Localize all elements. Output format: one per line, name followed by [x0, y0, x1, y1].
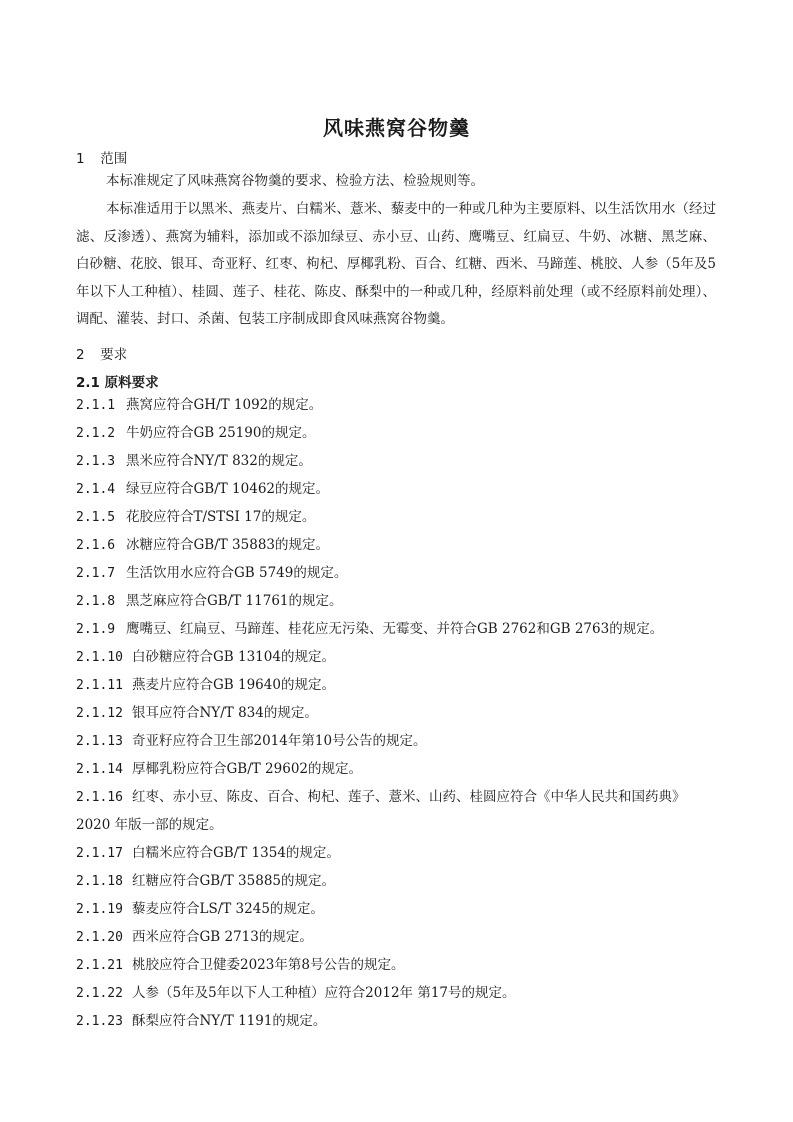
scope-paragraph-2: 本标准适用于以黑米、燕麦片、白糯米、薏米、藜麦中的一种或几种为主要原料、以生活饮用水（经过滤、反渗透）、燕窝为辅料，添加或不添加绿豆、赤小豆、山药、鹰嘴豆、红扁豆、牛奶、冰糖、黑芝麻、白砂糖、花胶、银耳、奇亚籽、红枣、枸杞、厚椰乳粉、百合、红糖、西米、马蹄莲、桃胶、人参（5年及5年以下人工种植）、桂圆、莲子、桂花、陈皮、酥梨中的一种或几种，经原料前处理（或不经原料前处理）、调配、灌装、封口、杀菌、包装工序制成即食风味燕窝谷物羹。 — [76, 201, 716, 328]
requirement-item-number: 2.1.12 — [76, 706, 123, 721]
section-1-heading — [76, 147, 127, 167]
document-title: 风味燕窝谷物羹 — [323, 116, 470, 140]
requirement-item — [76, 476, 716, 504]
requirement-item-number: 2.1.17 — [76, 846, 123, 861]
requirement-item — [76, 1008, 716, 1036]
requirement-item-text: 黑米应符合NY/T 832的规定。 — [126, 453, 312, 469]
requirement-item — [76, 728, 716, 756]
requirement-item-text: 绿豆应符合GB/T 10462的规定。 — [126, 481, 329, 497]
requirement-item-text: 桃胶应符合卫健委2023年第8号公告的规定。 — [132, 957, 405, 973]
requirement-item-text: 燕麦片应符合GB 19640的规定。 — [132, 677, 335, 693]
requirement-item — [76, 672, 716, 700]
requirement-item-text: 酥梨应符合NY/T 1191的规定。 — [132, 1013, 327, 1029]
requirement-item-number: 2.1.18 — [76, 874, 123, 889]
section-2-number: 2 — [76, 347, 85, 363]
requirement-item-text: 燕窝应符合GH/T 1092的规定。 — [126, 397, 323, 413]
requirement-item — [76, 588, 716, 616]
requirement-item — [76, 532, 716, 560]
requirement-item-number: 2.1.20 — [76, 930, 123, 945]
requirement-item — [76, 952, 716, 980]
requirement-item-text: 白砂糖应符合GB 13104的规定。 — [132, 649, 335, 665]
requirement-item-number: 2.1.3 — [76, 454, 116, 469]
requirement-item — [76, 420, 716, 448]
scope-paragraph-1: 本标准规定了风味燕窝谷物羹的要求、检验方法、检验规则等。 — [106, 173, 484, 189]
section-2-title: 要求 — [100, 347, 128, 363]
requirement-item — [76, 784, 716, 839]
requirement-item-text: 冰糖应符合GB/T 35883的规定。 — [126, 537, 329, 553]
requirement-item-text: 奇亚籽应符合卫生部2014年第10号公告的规定。 — [132, 733, 427, 749]
subsection-2-1-heading: 2.1 原料要求 — [76, 375, 159, 391]
requirement-item-text: 生活饮用水应符合GB 5749的规定。 — [126, 565, 348, 581]
requirement-item-text: 黑芝麻应符合GB/T 11761的规定。 — [126, 593, 343, 609]
section-1-number: 1 — [76, 151, 85, 167]
requirement-item-text: 花胶应符合T/STSI 17的规定。 — [126, 509, 316, 525]
requirement-item-number: 2.1.9 — [76, 622, 116, 637]
requirement-item — [76, 756, 716, 784]
requirement-item-number: 2.1.7 — [76, 566, 116, 581]
requirement-item-text: 人参（5年及5年以下人工种植）应符合2012年 第17号的规定。 — [132, 985, 516, 1001]
requirement-item-text: 藜麦应符合LS/T 3245的规定。 — [132, 901, 324, 917]
requirement-item-text: 鹰嘴豆、红扁豆、马蹄莲、桂花应无污染、无霉变、并符合GB 2762和GB 2763的规定。 — [126, 621, 664, 637]
requirement-item — [76, 840, 716, 868]
requirement-item-number: 2.1.10 — [76, 650, 123, 665]
requirement-item — [76, 868, 716, 896]
requirement-item-text: 红糖应符合GB/T 35885的规定。 — [132, 873, 335, 889]
requirement-item — [76, 616, 716, 644]
requirement-item-number: 2.1.16 — [76, 790, 123, 805]
requirement-item — [76, 700, 716, 728]
requirement-item — [76, 980, 716, 1008]
requirement-item-number: 2.1.21 — [76, 958, 123, 973]
requirement-item-number: 2.1.22 — [76, 986, 123, 1001]
requirement-item-text: 牛奶应符合GB 25190的规定。 — [126, 425, 316, 441]
requirement-item — [76, 924, 716, 952]
requirement-item-number: 2.1.6 — [76, 538, 116, 553]
requirement-item-number: 2.1.8 — [76, 594, 116, 609]
requirement-item-number: 2.1.4 — [76, 482, 116, 497]
requirement-item-number: 2.1.5 — [76, 510, 116, 525]
requirement-item — [76, 392, 716, 420]
requirement-item — [76, 896, 716, 924]
requirement-item-number: 2.1.1 — [76, 398, 116, 413]
requirement-item-number: 2.1.14 — [76, 762, 123, 777]
requirement-item-number: 2.1.2 — [76, 426, 116, 441]
requirement-item — [76, 560, 716, 588]
section-1-title: 范围 — [100, 151, 128, 167]
requirement-item-text: 红枣、赤小豆、陈皮、百合、枸杞、莲子、薏米、山药、桂圆应符合《中华人民共和国药典》2020 年版一部的规定。 — [76, 789, 686, 833]
section-2-heading — [76, 343, 127, 363]
requirement-item — [76, 504, 716, 532]
requirement-item-text: 厚椰乳粉应符合GB/T 29602的规定。 — [132, 761, 362, 777]
requirement-item-number: 2.1.13 — [76, 734, 123, 749]
requirement-item-number: 2.1.19 — [76, 902, 123, 917]
requirement-item-number: 2.1.23 — [76, 1014, 123, 1029]
requirement-item-text: 银耳应符合NY/T 834的规定。 — [132, 705, 318, 721]
requirement-item-text: 白糯米应符合GB/T 1354的规定。 — [132, 845, 340, 861]
requirement-item — [76, 644, 716, 672]
requirement-item-number: 2.1.11 — [76, 678, 123, 693]
requirement-item — [76, 448, 716, 476]
requirement-item-text: 西米应符合GB 2713的规定。 — [132, 929, 313, 945]
